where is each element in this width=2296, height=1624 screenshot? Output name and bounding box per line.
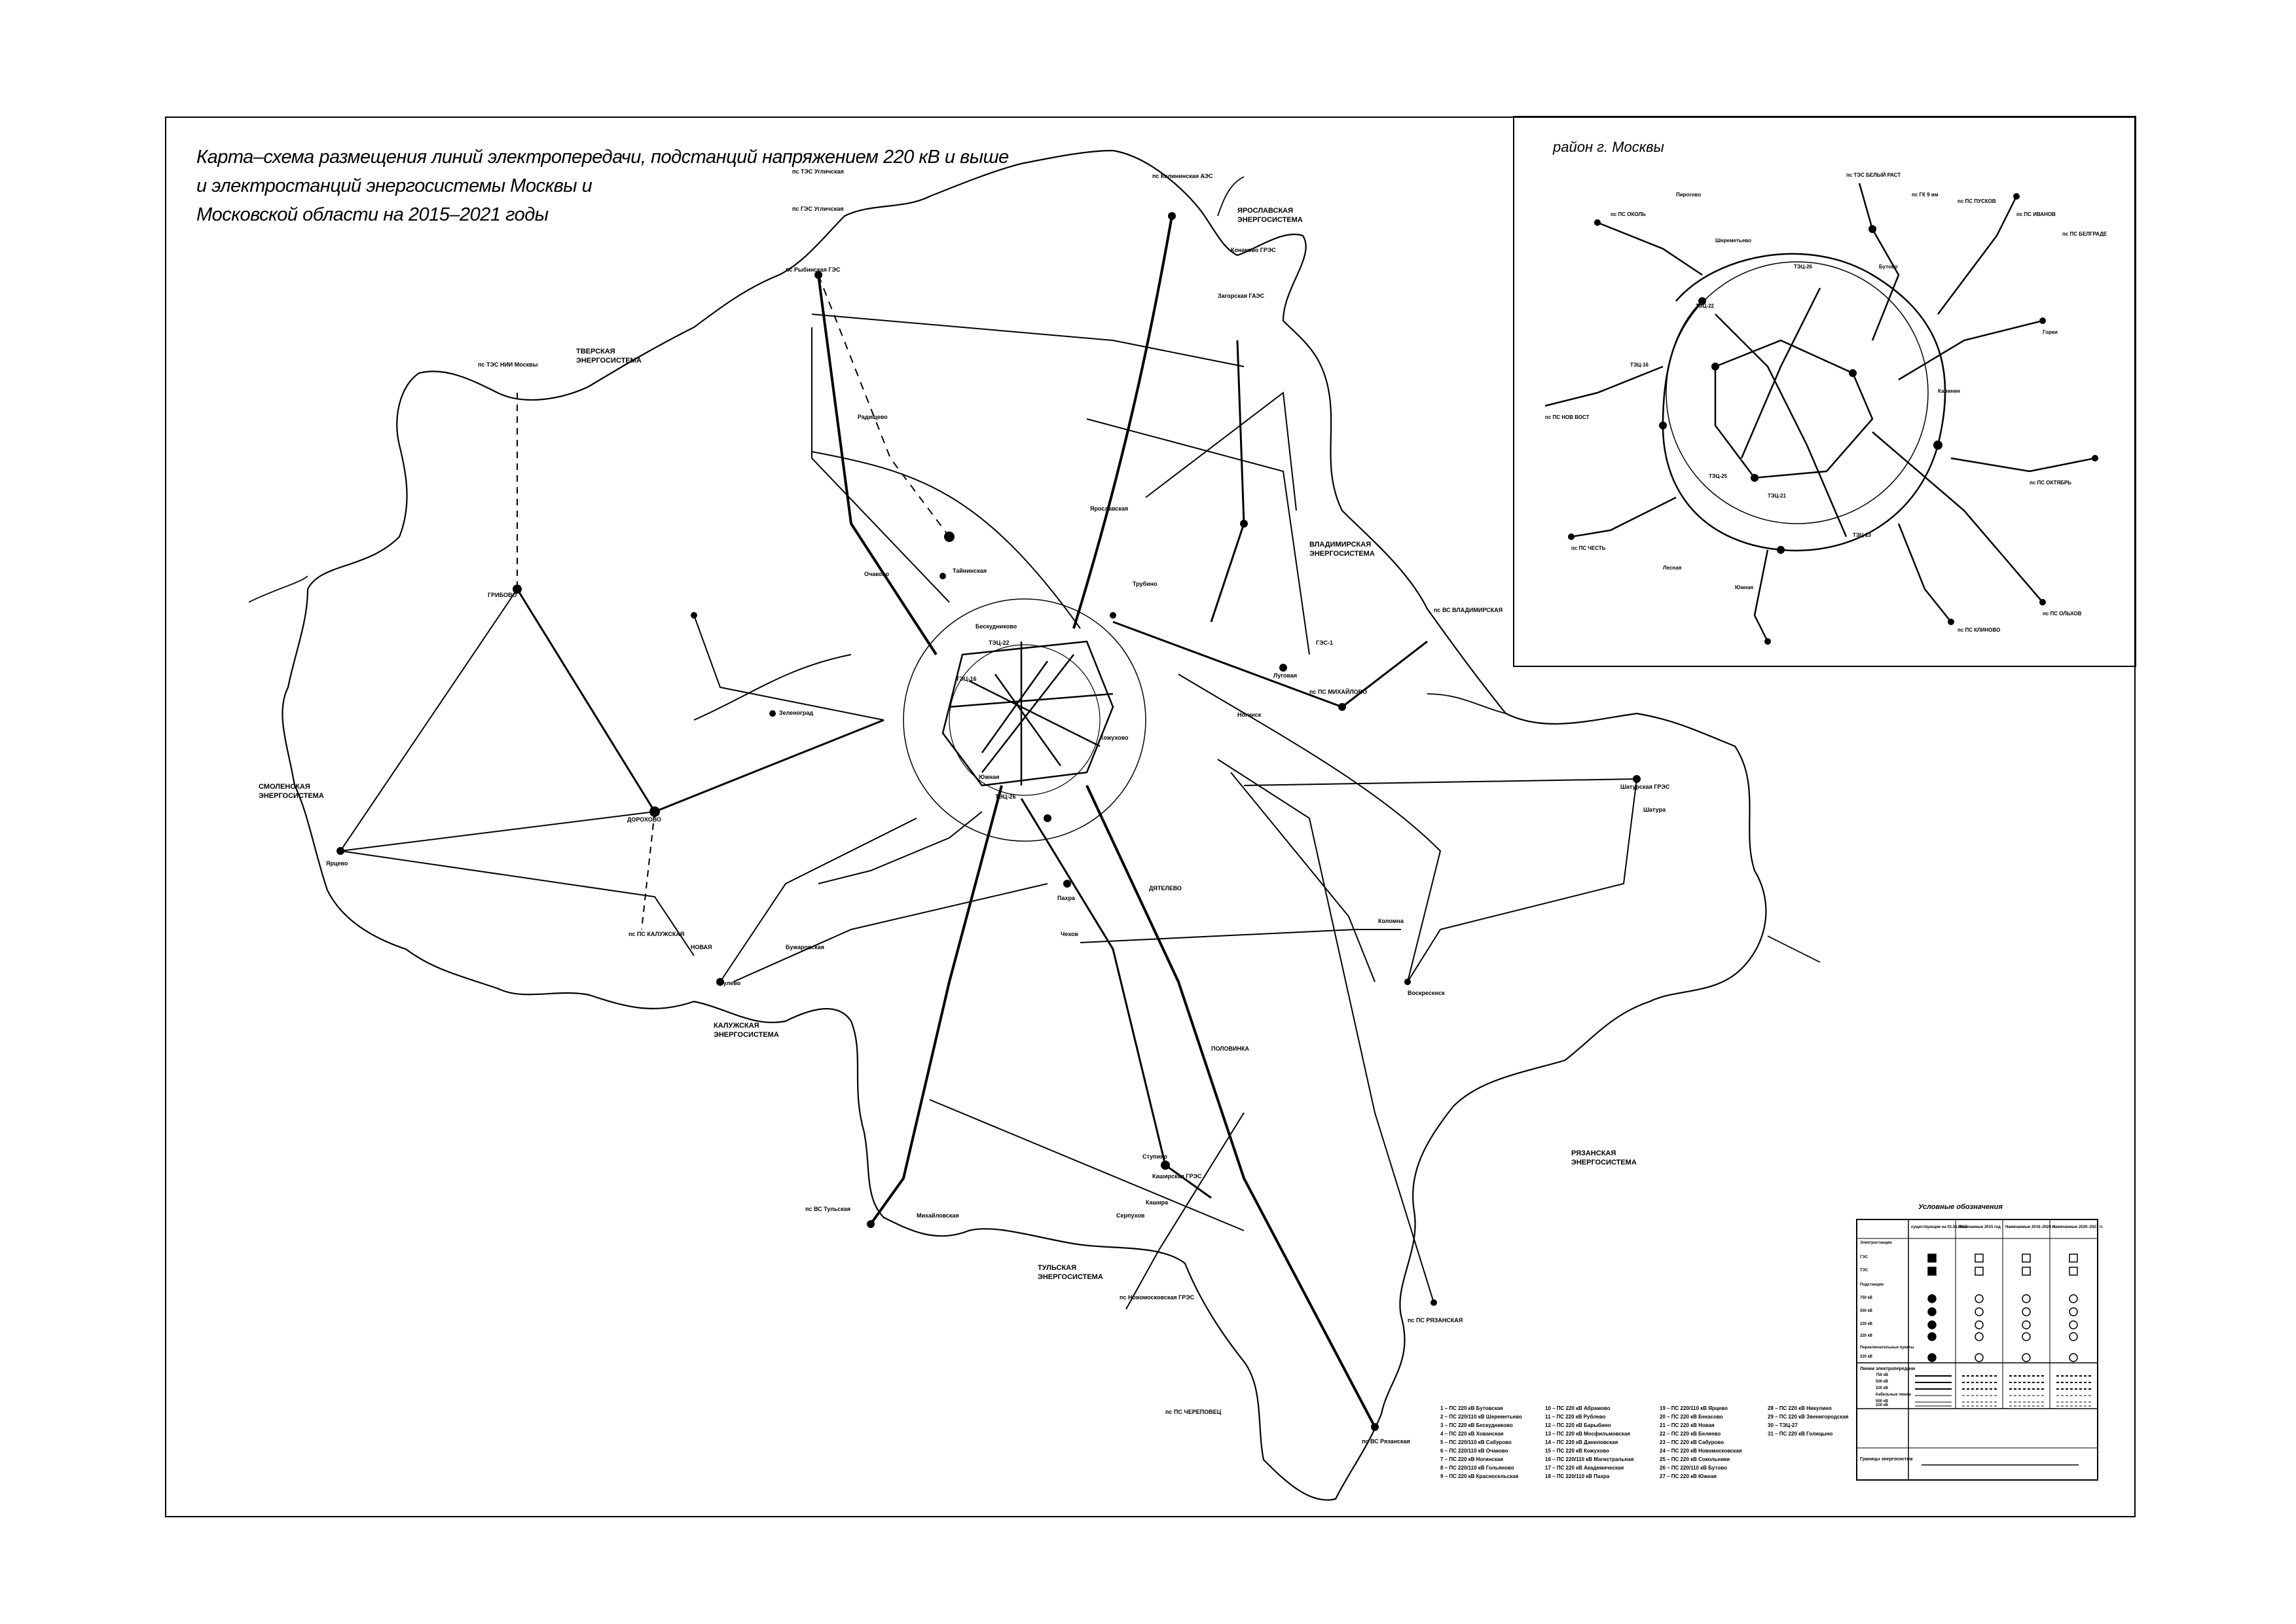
place-label: Чехов [1061, 931, 1079, 937]
region-smolensk: СМОЛЕНСКАЯ ЭНЕРГОСИСТЕМА [259, 783, 324, 800]
legend-symbol [2022, 1254, 2030, 1262]
inset-place-label: ТЭЦ-23 [1853, 532, 1871, 538]
place-label: Коломна [1378, 918, 1404, 924]
place-label: ТЭЦ-16 [956, 676, 977, 682]
place-label: ГЭС-1 [1316, 640, 1334, 646]
substation-list-item: 6 – ПС 220/110 кВ Очаково [1440, 1448, 1508, 1454]
inset-place-label: Калинин [1938, 388, 1961, 394]
place-label: Шатура [1643, 806, 1666, 813]
place-label: Ярославская [1090, 505, 1129, 512]
place-label: пс ВС Тульская [805, 1206, 851, 1212]
inset-place-label: пс ПС ОКТЯБРЬ [2030, 480, 2071, 486]
inset-place-label: пс ПС КЛИНОВО [1958, 627, 2001, 633]
inset-place-label: ТЭЦ-16 [1630, 362, 1649, 368]
map-title-line-2: и электростанций энергосистемы Москвы и [196, 175, 592, 196]
legend-row-label: Переключательные пункты [1860, 1346, 1914, 1350]
substation-list-item: 1 – ПС 220 кВ Бутовская [1440, 1405, 1503, 1411]
region-vladimir: ВЛАДИМИРСКАЯ ЭНЕРГОСИСТЕМА [1309, 541, 1375, 558]
legend-boundary-label: Границы энергосистем [1860, 1457, 1913, 1462]
place-label: Тайнинская [953, 568, 987, 574]
legend-col-header: Намечаемые 2020–2021 гг. [2052, 1225, 2104, 1229]
substation-list-item: 14 – ПС 220 кВ Даниловская [1545, 1439, 1618, 1445]
place-label: Южная [979, 774, 1000, 780]
legend-symbol [1975, 1354, 1983, 1362]
substation-list-item: 26 – ПС 220/110 кВ Бутово [1660, 1465, 1727, 1471]
substation-list-item: 16 – ПС 220/110 кВ Магистральная [1545, 1456, 1634, 1462]
place-label: Зеленоград [779, 710, 814, 716]
region-tula: ТУЛЬСКАЯ ЭНЕРГОСИСТЕМА [1038, 1264, 1103, 1281]
place-label: пс ГЭС Угличская [792, 206, 844, 212]
substation-list-item: 5 – ПС 220/110 кВ Сабурово [1440, 1439, 1512, 1445]
legend-symbol [1975, 1308, 1983, 1316]
substation-list-col-3 [1660, 1404, 1742, 1481]
substation-list-item: 24 – ПС 220 кВ Новомосковская [1660, 1448, 1742, 1454]
substation-list-item: 8 – ПС 220/110 кВ Гольяново [1440, 1465, 1514, 1471]
legend-line-label: Кабельные линии [1876, 1393, 1911, 1397]
substation-list-item: 19 – ПС 220/110 кВ Ярцево [1660, 1405, 1728, 1411]
substation-list-item: 22 – ПС 220 кВ Беляево [1660, 1431, 1721, 1437]
legend-line-label: 220 кВ [1876, 1403, 1889, 1407]
place-label: пс Калининская АЭС [1152, 173, 1213, 179]
substation-list-item: 21 – ПС 220 кВ Новая [1660, 1422, 1715, 1428]
inset-place-label: ТЭЦ-21 [1768, 493, 1786, 499]
place-label: пс ТЭС Угличская [792, 168, 844, 175]
substation-list-item: 4 – ПС 220 кВ Хованская [1440, 1431, 1504, 1437]
legend-row-label: ГЭС [1860, 1255, 1868, 1259]
legend-row-label: ТЭС [1860, 1269, 1868, 1272]
legend-symbol [2022, 1321, 2030, 1329]
place-label: Загорская ГАЭС [1218, 293, 1265, 299]
legend-symbol [2069, 1267, 2077, 1275]
legend-symbol [2069, 1295, 2077, 1303]
legend-symbol [2069, 1308, 2077, 1316]
place-label: пс Новомосковская ГРЭС [1120, 1294, 1195, 1301]
inset-place-label: пс ПС ПУСКОВ [1958, 198, 1996, 204]
region-kaluga: КАЛУЖСКАЯ ЭНЕРГОСИСТЕМА [714, 1022, 779, 1039]
legend-symbol [1975, 1321, 1983, 1329]
place-label: Каширская ГРЭС [1152, 1173, 1202, 1180]
legend-symbol [2022, 1295, 2030, 1303]
place-label: пс ПС МИХАЙЛОВО [1309, 689, 1367, 695]
place-label: Бужаровская [786, 944, 825, 950]
substation-list-col-1 [1440, 1404, 1522, 1481]
legend-row-label: 750 кВ [1860, 1296, 1873, 1300]
inset-place-label: Шереметьево [1715, 238, 1751, 244]
legend-row-label: Подстанции [1860, 1283, 1884, 1287]
legend-line-label: 220 кВ [1876, 1386, 1889, 1390]
legend-symbol [2022, 1333, 2030, 1341]
substation-list-item: 28 – ПС 220 кВ Никулино [1768, 1405, 1832, 1411]
substation-list-item: 12 – ПС 220 кВ Барыбино [1545, 1422, 1611, 1428]
legend-lines-header: Линии электропередачи [1860, 1367, 1916, 1371]
place-label: Трубино [1133, 581, 1157, 587]
inset-place-label: ТЭЦ-25 [1709, 473, 1727, 479]
substation-list-item: 18 – ПС 220/110 кВ Пахра [1545, 1473, 1610, 1479]
region-tver: ТВЕРСКАЯ ЭНЕРГОСИСТЕМА [576, 348, 642, 365]
place-label: ДЯТЕЛЕВО [1149, 885, 1182, 892]
substation-list-item: 30 – ТЭЦ-27 [1768, 1422, 1798, 1428]
substation-list-item: 11 – ПС 220 кВ Рублево [1545, 1414, 1606, 1420]
inset-place-label: пс ГК 9 им [1912, 192, 1939, 198]
substation-list-item: 20 – ПС 220 кВ Бекасово [1660, 1414, 1723, 1420]
substation-list-item: 9 – ПС 220 кВ Красносельская [1440, 1473, 1519, 1479]
legend-symbol [2022, 1308, 2030, 1316]
place-label: Михайловская [917, 1212, 959, 1219]
inset-place-label: ТЭЦ-22 [1696, 303, 1714, 309]
substation-list-item: 7 – ПС 220 кВ Ногинская [1440, 1456, 1503, 1462]
inset-place-label: ТЭЦ-26 [1794, 264, 1812, 270]
place-label: пс Рыбинская ГЭС [786, 266, 841, 273]
legend-symbol [1975, 1333, 1983, 1341]
inset-place-label: Лесная [1663, 565, 1682, 571]
legend-col-header: Намечаемые 2016–2020 гг. [2005, 1225, 2056, 1229]
moscow-core-network [943, 641, 1113, 785]
place-label: Конаково ГРЭС [1231, 247, 1276, 253]
place-label: Ярцево [326, 860, 348, 867]
place-label: ТЭЦ-22 [989, 640, 1010, 646]
inset-place-label: пс ПС БЕЛГРАДЕ [2062, 231, 2107, 237]
inset-station-markers [1568, 193, 2098, 645]
place-label: ДОРОХОВО [627, 816, 662, 823]
legend-line-label: 500 кВ [1876, 1380, 1889, 1384]
place-label: Гулево [720, 980, 741, 986]
inset-place-label: Горки [2043, 329, 2058, 335]
legend-symbol [1928, 1354, 1936, 1362]
legend-symbol [1928, 1333, 1936, 1341]
substation-list-item: 2 – ПС 220/110 кВ Шереметьево [1440, 1414, 1522, 1420]
inset-frame [1514, 117, 2136, 666]
station-markers [337, 212, 1641, 1431]
place-label: Кашира [1146, 1199, 1169, 1206]
inset-place-label: пс ПС ОЛЬХОВ [2043, 611, 2082, 617]
substation-list-item: 10 – ПС 220 кВ Абрамово [1545, 1405, 1611, 1411]
region-yaroslavl: ЯРОСЛАВСКАЯ ЭНЕРГОСИСТЕМА [1237, 207, 1303, 224]
substation-list-item: 31 – ПС 220 кВ Голицыно [1768, 1431, 1833, 1437]
substation-list-item: 3 – ПС 220 кВ Бескудниково [1440, 1422, 1513, 1428]
place-label: НОВАЯ [691, 944, 712, 950]
place-label: пс ТЭС НИИ Москвы [478, 361, 538, 368]
substation-list-item: 27 – ПС 220 кВ Южная [1660, 1473, 1717, 1479]
legend-symbol [1928, 1321, 1936, 1329]
legend-symbol [1928, 1295, 1936, 1303]
place-label: Очаково [864, 571, 890, 577]
legend-symbol [2069, 1254, 2077, 1262]
place-label: пс ПС РЯЗАНСКАЯ [1408, 1317, 1463, 1324]
place-label: пс ВС ВЛАДИМИРСКАЯ [1434, 607, 1503, 613]
place-label: ГРИБОВО [488, 592, 517, 598]
legend-symbol [2069, 1333, 2077, 1341]
place-label: Серпухов [1116, 1212, 1145, 1219]
place-label: Кожухово [1100, 734, 1129, 741]
substation-list-col-2 [1545, 1404, 1633, 1481]
inset-place-label: пс ПС НОВ ВОСТ [1545, 414, 1590, 420]
inset-place-label: пс ПС ОКОЛЬ [1611, 211, 1646, 217]
place-label: Пахра [1057, 895, 1075, 901]
place-label: Луговая [1273, 672, 1298, 679]
legend-line-label: 500 кВ [1876, 1399, 1889, 1403]
legend-symbol [1975, 1254, 1983, 1262]
substation-list-item: 23 – ПС 220 кВ Сабурово [1660, 1439, 1724, 1445]
place-label: ТЭЦ-26 [995, 793, 1016, 800]
substation-list-col-4 [1768, 1404, 1848, 1438]
legend-col-header: Намечаемые 2015 год [1958, 1225, 2001, 1229]
place-label: пс ПС КАЛУЖСКАЯ [629, 931, 685, 937]
legend-symbol [1928, 1308, 1936, 1316]
legend-symbol [1928, 1254, 1936, 1262]
legend-symbol [2069, 1354, 2077, 1362]
legend-symbol [1975, 1267, 1983, 1275]
inset-place-label: Пирогово [1676, 192, 1702, 198]
legend-row-label: 220 кВ [1860, 1355, 1873, 1359]
region-ryazan: РЯЗАНСКАЯ ЭНЕРГОСИСТЕМА [1571, 1149, 1637, 1166]
legend-symbol [1975, 1295, 1983, 1303]
place-labels [326, 168, 1670, 1445]
substation-list-item: 25 – ПС 220 кВ Сокольники [1660, 1456, 1730, 1462]
legend-title: Условные обозначения [1918, 1203, 2003, 1211]
place-label: Ногинск [1237, 712, 1262, 718]
inset-place-label: пс ПС ЧЕСТЬ [1571, 545, 1606, 551]
place-label: пс ПС ЧЕРЕПОВЕЦ [1165, 1409, 1222, 1415]
place-label: Шатурская ГРЭС [1620, 784, 1670, 790]
power-lines [340, 216, 1637, 1427]
place-label: Радищево [858, 414, 888, 420]
substation-list-item: 29 – ПС 220 кВ Звенигородская [1768, 1414, 1849, 1420]
legend-symbol [2022, 1354, 2030, 1362]
place-label: Воскресенск [1408, 990, 1445, 996]
inset-title: район г. Москвы [1553, 139, 1664, 155]
legend-symbol [2022, 1267, 2030, 1275]
legend-row-label: 220 кВ [1860, 1322, 1873, 1326]
place-label: Ступино [1142, 1153, 1168, 1160]
substation-list-item: 15 – ПС 220 кВ Кожухово [1545, 1448, 1609, 1454]
inset-place-label: пс ТЭС БЕЛЫЙ РАСТ [1846, 172, 1901, 178]
legend-row-label: 220 кВ [1860, 1334, 1873, 1338]
map-title-line-3: Московской области на 2015–2021 годы [196, 204, 549, 225]
legend-line-label: 750 кВ [1876, 1373, 1889, 1377]
legend-row-label: 500 кВ [1860, 1309, 1873, 1313]
place-label: Бескудниково [975, 623, 1017, 630]
substation-list-item: 17 – ПС 220 кВ Академическая [1545, 1465, 1624, 1471]
legend-row-label: Электростанции [1860, 1241, 1892, 1245]
inset-place-label: Южная [1735, 585, 1753, 590]
legend-box [1856, 1219, 2098, 1481]
oblast-boundary [282, 151, 1766, 1500]
legend-col-header: существующие на 01.01.2015 [1911, 1225, 1967, 1229]
substation-list-item: 13 – ПС 220 кВ Мосфильмовская [1545, 1431, 1630, 1437]
inset-network [1545, 183, 2095, 641]
legend-symbol [1928, 1267, 1936, 1275]
legend-symbol [2069, 1321, 2077, 1329]
inset-place-label: Бутово [1879, 264, 1898, 270]
inset-place-label: пс ПС ИВАНОВ [2016, 211, 2056, 217]
place-label: ПОЛОВИНКА [1211, 1045, 1250, 1052]
map-title-line-1: Карта–схема размещения линий электропередачи, подстанций напряжением 220 кВ и выше [196, 147, 1009, 168]
place-label: пс ВС Рязанская [1362, 1438, 1410, 1445]
